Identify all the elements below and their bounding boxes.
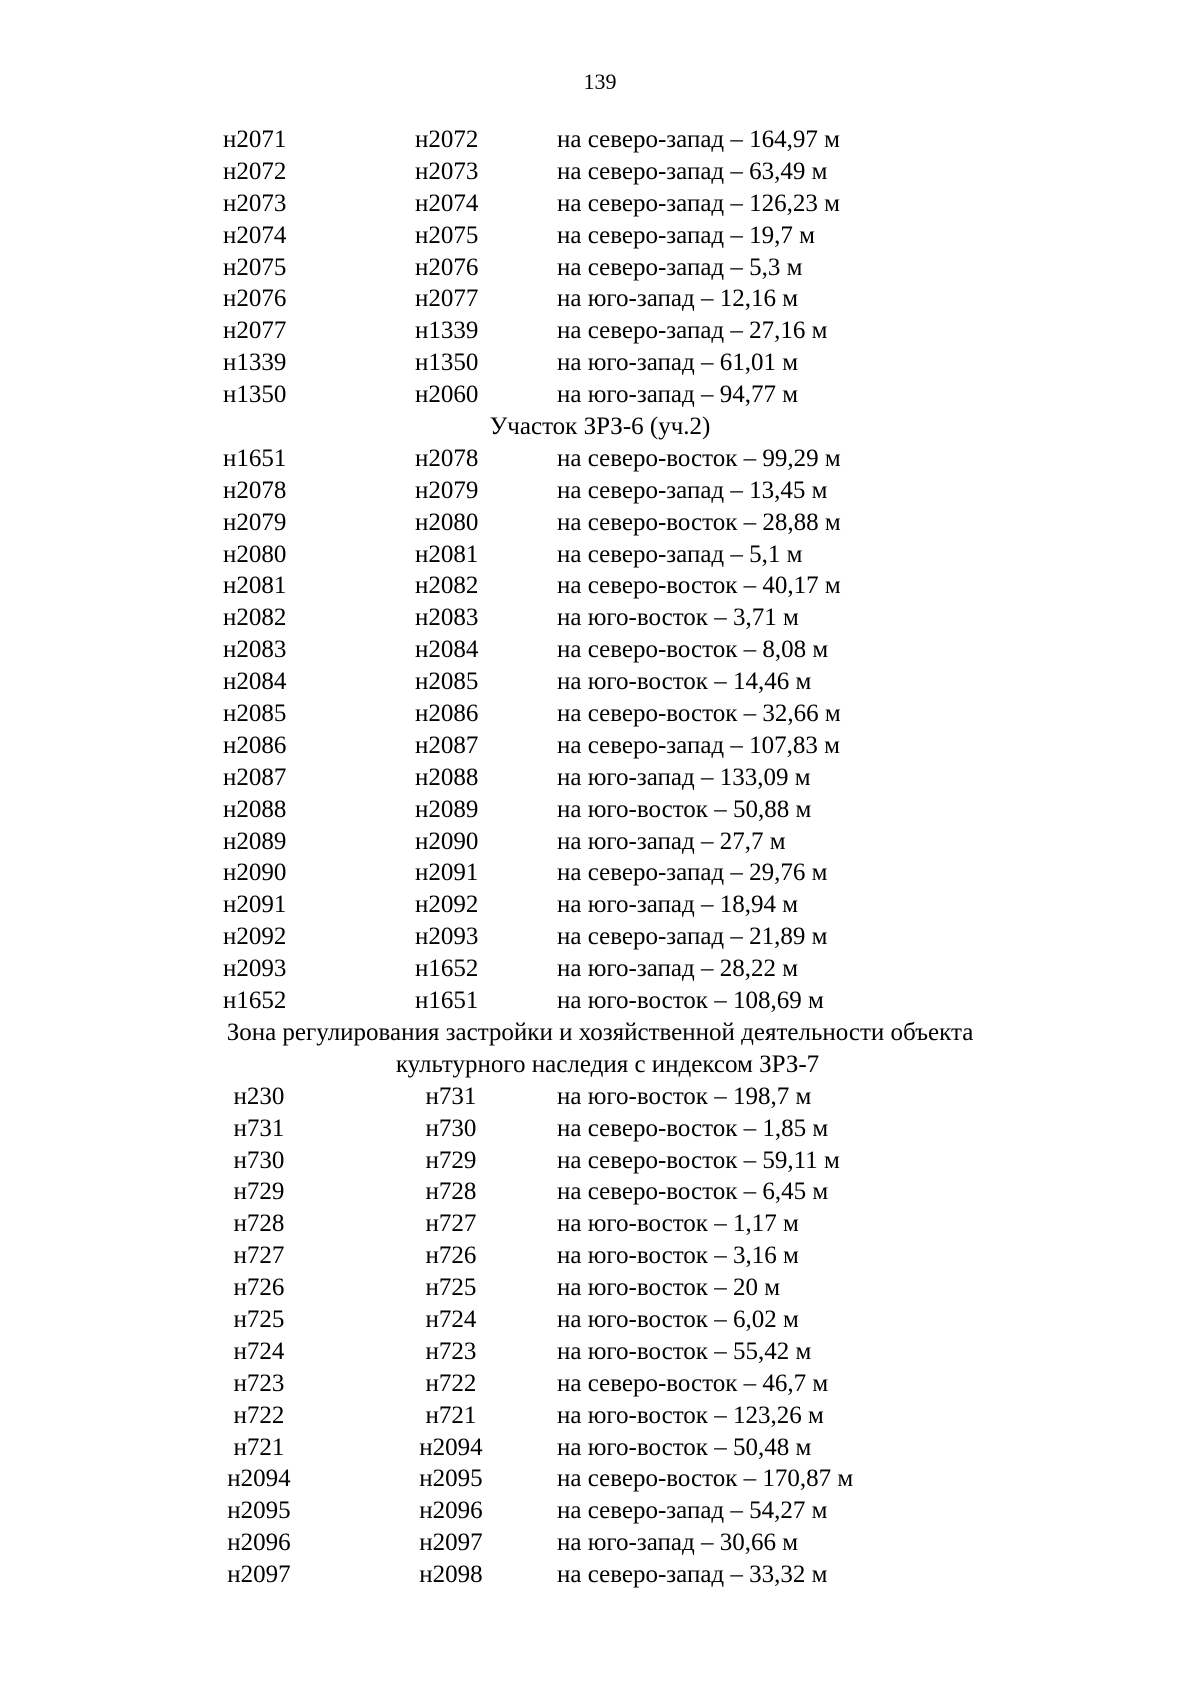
from-point: н2091 <box>223 891 287 919</box>
boundary-row <box>0 1336 1200 1368</box>
to-point: н2094 <box>419 1433 483 1461</box>
to-point: н2084 <box>415 636 479 664</box>
to-point: н2087 <box>415 731 479 759</box>
boundary-row <box>0 634 1200 666</box>
from-point: н2071 <box>223 126 287 153</box>
to-point: н2081 <box>415 540 479 568</box>
direction-distance: на северо-запад – 5,3 м <box>557 253 803 281</box>
direction-distance: на юго-восток – 55,42 м <box>557 1337 812 1365</box>
from-point: н2087 <box>223 763 287 791</box>
boundary-row <box>0 1081 1200 1113</box>
to-point: н726 <box>425 1242 477 1270</box>
direction-distance: на юго-восток – 1,17 м <box>557 1210 799 1238</box>
boundary-row <box>0 794 1200 826</box>
boundary-row <box>0 1463 1200 1495</box>
direction-distance: на юго-восток – 14,46 м <box>557 668 812 696</box>
direction-distance: на юго-восток – 50,48 м <box>557 1433 812 1461</box>
to-point: н2074 <box>415 189 479 217</box>
direction-distance: на северо-восток – 8,08 м <box>557 636 829 664</box>
direction-distance: на юго-запад – 61,01 м <box>557 349 799 377</box>
boundary-row <box>0 1304 1200 1336</box>
direction-distance: на юго-запад – 94,77 м <box>557 381 799 409</box>
boundary-row <box>0 220 1200 252</box>
to-point: н2091 <box>415 859 479 887</box>
from-point: н2082 <box>223 604 287 632</box>
from-point: н2080 <box>223 540 287 568</box>
direction-distance: на юго-восток – 108,69 м <box>557 987 824 1015</box>
to-point: н723 <box>425 1337 477 1365</box>
direction-distance: на юго-запад – 133,09 м <box>557 763 811 791</box>
to-point: н2089 <box>415 795 479 823</box>
from-point: н725 <box>233 1305 285 1333</box>
from-point: н727 <box>233 1242 285 1270</box>
section-heading-zrz6-2: Участок ЗРЗ-6 (уч.2) <box>489 413 711 441</box>
to-point: н2097 <box>419 1529 483 1557</box>
from-point: н1651 <box>223 444 287 472</box>
to-point: н2075 <box>415 221 479 249</box>
to-point: н721 <box>425 1401 477 1429</box>
direction-distance: на северо-запад – 29,76 м <box>557 859 828 887</box>
direction-distance: на юго-запад – 18,94 м <box>557 891 799 919</box>
from-point: н1652 <box>223 987 287 1015</box>
from-point: н1339 <box>223 349 287 377</box>
to-point: н2090 <box>415 827 479 855</box>
to-point: н2095 <box>419 1465 483 1493</box>
direction-distance: на юго-запад – 27,7 м <box>557 827 786 855</box>
zone-heading-line2: культурного наследия с индексом ЗРЗ-7 <box>395 1050 820 1078</box>
to-point: н2076 <box>415 253 479 281</box>
boundary-row <box>0 124 1200 156</box>
zone-heading-line1: Зона регулирования застройки и хозяйственной деятельности объекта <box>226 1018 974 1046</box>
direction-distance: на северо-восток – 40,17 м <box>557 572 841 600</box>
direction-distance: на северо-восток – 99,29 м <box>557 444 841 472</box>
from-point: н2084 <box>223 668 287 696</box>
from-point: н2097 <box>227 1561 291 1589</box>
boundary-description <box>0 124 1200 1591</box>
boundary-row <box>0 730 1200 762</box>
boundary-row <box>0 1559 1200 1591</box>
to-point: н2060 <box>415 381 479 409</box>
to-point: н2093 <box>415 923 479 951</box>
from-point: н2073 <box>223 189 287 217</box>
from-point: н2096 <box>227 1529 291 1557</box>
direction-distance: на юго-восток – 3,71 м <box>557 604 799 632</box>
direction-distance: на северо-восток – 6,45 м <box>557 1178 829 1206</box>
from-point: н2078 <box>223 476 287 504</box>
boundary-row <box>0 283 1200 315</box>
from-point: н2081 <box>223 572 287 600</box>
to-point: н2088 <box>415 763 479 791</box>
to-point: н2096 <box>419 1497 483 1525</box>
direction-distance: на северо-запад – 27,16 м <box>557 317 828 345</box>
direction-distance: на северо-запад – 19,7 м <box>557 221 815 249</box>
direction-distance: на северо-восток – 32,66 м <box>557 700 841 728</box>
boundary-row <box>0 1432 1200 1464</box>
to-point: н2078 <box>415 444 479 472</box>
boundary-row <box>0 1527 1200 1559</box>
to-point: н731 <box>425 1082 477 1110</box>
boundary-row <box>0 666 1200 698</box>
from-point: н2086 <box>223 731 287 759</box>
from-point: н2072 <box>223 157 287 185</box>
direction-distance: на юго-запад – 30,66 м <box>557 1529 799 1557</box>
to-point: н2085 <box>415 668 479 696</box>
from-point: н2092 <box>223 923 287 951</box>
to-point: н2086 <box>415 700 479 728</box>
direction-distance: на северо-запад – 13,45 м <box>557 476 828 504</box>
direction-distance: на юго-восток – 6,02 м <box>557 1305 799 1333</box>
to-point: н728 <box>425 1178 477 1206</box>
to-point: н2083 <box>415 604 479 632</box>
to-point: н727 <box>425 1210 477 1238</box>
from-point: н2090 <box>223 859 287 887</box>
direction-distance: на северо-запад – 126,23 м <box>557 189 840 217</box>
boundary-row <box>0 762 1200 794</box>
from-point: н2094 <box>227 1465 291 1493</box>
to-point: н722 <box>425 1369 477 1397</box>
direction-distance: на юго-запад – 12,16 м <box>557 285 799 313</box>
direction-distance: на юго-восток – 3,16 м <box>557 1242 799 1270</box>
from-point: н2079 <box>223 508 287 536</box>
from-point: н2088 <box>223 795 287 823</box>
from-point: н2095 <box>227 1497 291 1525</box>
boundary-row <box>0 1272 1200 1304</box>
boundary-row <box>0 539 1200 571</box>
boundary-row <box>0 475 1200 507</box>
from-point: н2077 <box>223 317 287 345</box>
to-point: н2077 <box>415 285 479 313</box>
direction-distance: на юго-восток – 123,26 м <box>557 1401 824 1429</box>
direction-distance: на северо-восток – 28,88 м <box>557 508 841 536</box>
boundary-row <box>0 315 1200 347</box>
boundary-row <box>0 1208 1200 1240</box>
from-point: н724 <box>233 1337 285 1365</box>
boundary-row <box>0 570 1200 602</box>
from-point: н2076 <box>223 285 287 313</box>
from-point: н2074 <box>223 221 287 249</box>
to-point: н725 <box>425 1274 477 1302</box>
boundary-row <box>0 507 1200 539</box>
to-point: н730 <box>425 1114 477 1142</box>
from-point: н728 <box>233 1210 285 1238</box>
to-point: н1350 <box>415 349 479 377</box>
boundary-row <box>0 156 1200 188</box>
to-point: н1652 <box>415 955 479 983</box>
from-point: н230 <box>233 1082 285 1110</box>
from-point: н726 <box>233 1274 285 1302</box>
from-point: н729 <box>233 1178 285 1206</box>
direction-distance: на северо-запад – 21,89 м <box>557 923 828 951</box>
boundary-section-a <box>0 124 1200 411</box>
from-point: н730 <box>233 1146 285 1174</box>
direction-distance: на северо-запад – 5,1 м <box>557 540 803 568</box>
from-point: н1350 <box>223 381 287 409</box>
boundary-row <box>0 953 1200 985</box>
from-point: н2083 <box>223 636 287 664</box>
boundary-row <box>0 1145 1200 1177</box>
from-point: н722 <box>233 1401 285 1429</box>
from-point: н2093 <box>223 955 287 983</box>
to-point: н2073 <box>415 157 479 185</box>
to-point: н724 <box>425 1305 477 1333</box>
boundary-row <box>0 826 1200 858</box>
boundary-row <box>0 1368 1200 1400</box>
boundary-row <box>0 252 1200 284</box>
direction-distance: на северо-запад – 33,32 м <box>557 1561 828 1589</box>
from-point: н731 <box>233 1114 285 1142</box>
direction-distance: на северо-запад – 107,83 м <box>557 731 840 759</box>
direction-distance: на юго-запад – 28,22 м <box>557 955 799 983</box>
boundary-row <box>0 1400 1200 1432</box>
from-point: н2075 <box>223 253 287 281</box>
from-point: н2085 <box>223 700 287 728</box>
direction-distance: на северо-запад – 164,97 м <box>557 126 840 153</box>
boundary-row <box>0 889 1200 921</box>
boundary-row <box>0 188 1200 220</box>
to-point: н2080 <box>415 508 479 536</box>
to-point: н2098 <box>419 1561 483 1589</box>
boundary-row <box>0 921 1200 953</box>
to-point: н729 <box>425 1146 477 1174</box>
to-point: н2072 <box>415 126 479 153</box>
from-point: н2089 <box>223 827 287 855</box>
to-point: н1651 <box>415 987 479 1015</box>
direction-distance: на юго-восток – 20 м <box>557 1274 781 1302</box>
direction-distance: на юго-восток – 198,7 м <box>557 1082 812 1110</box>
direction-distance: на северо-восток – 170,87 м <box>557 1465 854 1493</box>
direction-distance: на северо-запад – 63,49 м <box>557 157 828 185</box>
boundary-section-b <box>0 443 1200 1017</box>
to-point: н2079 <box>415 476 479 504</box>
page-number: 139 <box>583 69 617 94</box>
direction-distance: на северо-восток – 59,11 м <box>557 1146 840 1174</box>
boundary-row <box>0 698 1200 730</box>
from-point: н723 <box>233 1369 285 1397</box>
boundary-row <box>0 1176 1200 1208</box>
boundary-section-c <box>0 1081 1200 1591</box>
to-point: н2082 <box>415 572 479 600</box>
boundary-row <box>0 985 1200 1017</box>
direction-distance: на северо-восток – 46,7 м <box>557 1369 829 1397</box>
from-point: н721 <box>233 1433 285 1461</box>
direction-distance: на юго-восток – 50,88 м <box>557 795 812 823</box>
boundary-row <box>0 1113 1200 1145</box>
boundary-row <box>0 602 1200 634</box>
boundary-row <box>0 379 1200 411</box>
boundary-row <box>0 1495 1200 1527</box>
to-point: н2092 <box>415 891 479 919</box>
direction-distance: на северо-запад – 54,27 м <box>557 1497 828 1525</box>
boundary-row <box>0 1240 1200 1272</box>
boundary-row <box>0 443 1200 475</box>
boundary-row <box>0 347 1200 379</box>
boundary-row <box>0 857 1200 889</box>
to-point: н1339 <box>415 317 479 345</box>
direction-distance: на северо-восток – 1,85 м <box>557 1114 829 1142</box>
